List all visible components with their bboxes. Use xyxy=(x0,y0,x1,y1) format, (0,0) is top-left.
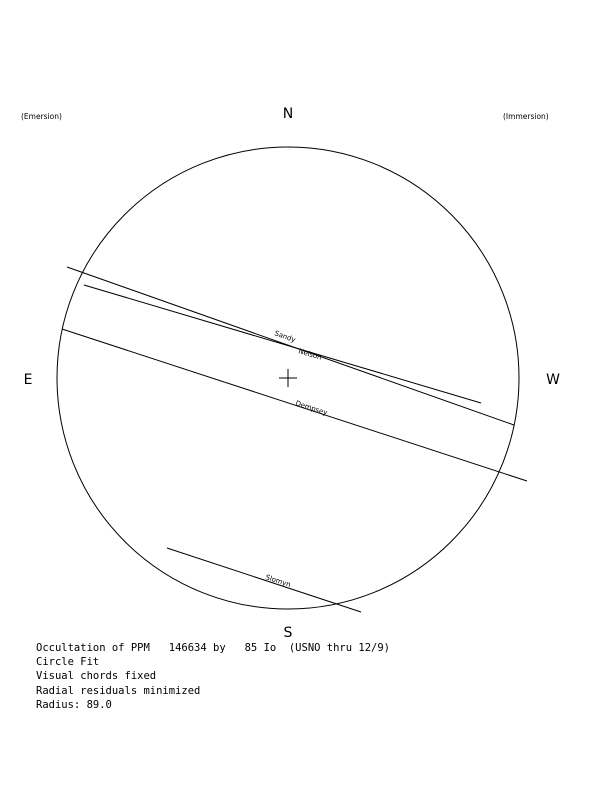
info-fit-type: Circle Fit xyxy=(36,656,100,669)
info-radius: Radius: 89.0 xyxy=(36,698,112,711)
compass-north: N xyxy=(282,106,294,122)
immersion-label: (Immersion) xyxy=(503,112,549,121)
info-residuals-note: Radial residuals minimized xyxy=(36,684,201,697)
info-title: Occultation of PPM 146634 by 85 Io (USNO thru 12/9) xyxy=(36,642,391,654)
chord-label-nelson: Nelson xyxy=(297,347,323,362)
info-block xyxy=(36,641,390,712)
compass-south: S xyxy=(283,625,293,641)
compass-east: E xyxy=(23,372,33,388)
chord-label-dempsey: Dempsey xyxy=(294,399,329,418)
info-chords-note: Visual chords fixed xyxy=(36,670,157,683)
chord-label-sandy: Sandy xyxy=(273,329,297,345)
emersion-label: (Emersion) xyxy=(21,112,62,121)
chord-line-nelson xyxy=(84,285,481,403)
chord-label-slomyn: Slomyn xyxy=(264,573,292,589)
compass-west: W xyxy=(546,372,560,388)
